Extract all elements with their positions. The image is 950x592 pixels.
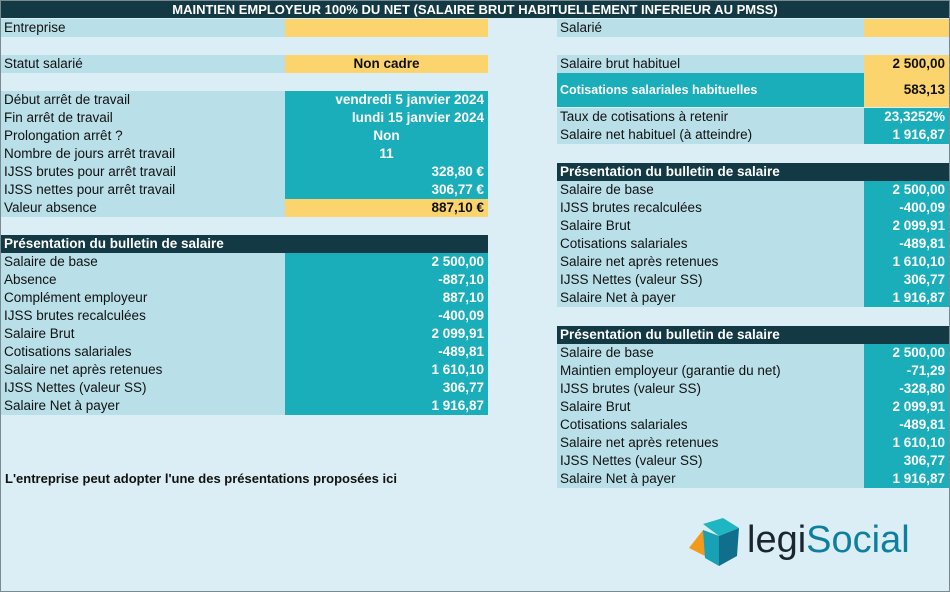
logo-text-legi: legi [747, 519, 807, 561]
brut-habituel-row [557, 55, 949, 73]
right-bulletin2-line-value: 2 500,00 [864, 344, 949, 362]
right-bulletin2-line-value: 1 610,10 [864, 434, 949, 452]
left-bulletin-header-row [1, 235, 488, 253]
right-bulletin1-line-label: Salaire Brut [557, 217, 864, 235]
note-text: L'entreprise peut adopter l'une des présentations proposées ici [5, 471, 397, 486]
right-bulletin2-line-value: 1 916,87 [864, 470, 949, 488]
legisocial-logo [689, 516, 919, 570]
arret-detail-label: IJSS nettes pour arrêt travail [1, 181, 285, 199]
salarie-input[interactable] [864, 19, 949, 37]
right-bulletin2-header: Présentation du bulletin de salaire [557, 326, 949, 344]
arret-detail-row [1, 145, 488, 163]
right-bulletin1-line-label: IJSS brutes recalculées [557, 199, 864, 217]
left-bulletin-line-label: Absence [1, 271, 285, 289]
right-bulletin1-line-value: 1 916,87 [864, 289, 949, 307]
statut-row [1, 55, 488, 73]
left-bulletin-line-row [1, 325, 488, 343]
right-bulletin1-line-label: Salaire de base [557, 181, 864, 199]
right-bulletin2-line-row [557, 434, 949, 452]
brut-habituel-value[interactable]: 2 500,00 [864, 55, 949, 73]
cotis-habituelles-row [557, 73, 949, 107]
right-bulletin2-line-label: IJSS brutes (valeur SS) [557, 380, 864, 398]
right-bulletin2-line-label: Maintien employeur (garantie du net) [557, 362, 864, 380]
right-bulletin2-line-row [557, 344, 949, 362]
cotis-habituelles-value[interactable]: 583,13 [864, 73, 949, 107]
left-bulletin-line-value: 887,10 [285, 289, 488, 307]
logo-wordmark [747, 518, 910, 562]
left-bulletin-line-label: IJSS brutes recalculées [1, 307, 285, 325]
arret-detail-value: lundi 15 janvier 2024 [285, 109, 488, 127]
left-bulletin-line-label: Salaire de base [1, 253, 285, 271]
left-bulletin-line-value: -887,10 [285, 271, 488, 289]
arret-detail-label: IJSS brutes pour arrêt travail [1, 163, 285, 181]
left-bulletin-line-row [1, 289, 488, 307]
left-bulletin-line-value: 2 500,00 [285, 253, 488, 271]
left-bulletin-line-row [1, 271, 488, 289]
brut-habituel-label: Salaire brut habituel [557, 55, 864, 73]
right-bulletin2-line-label: Salaire de base [557, 344, 864, 362]
arret-detail-row [1, 127, 488, 145]
statut-label: Statut salarié [1, 55, 285, 73]
right-bulletin1-line-label: Salaire Net à payer [557, 289, 864, 307]
right-bulletin1-line-label: IJSS Nettes (valeur SS) [557, 271, 864, 289]
right-bulletin1-line-row [557, 217, 949, 235]
absence-row [1, 199, 488, 217]
left-bulletin-line-row [1, 397, 488, 415]
salarie-row [557, 19, 949, 37]
left-bulletin-line-value: -489,81 [285, 343, 488, 361]
right-bulletin2-line-row [557, 452, 949, 470]
left-bulletin-line-row [1, 361, 488, 379]
left-bulletin-line-value: 1 610,10 [285, 361, 488, 379]
right-bulletin2-line-label: Salaire Brut [557, 398, 864, 416]
taux-row [557, 108, 949, 126]
arret-detail-label: Début arrêt de travail [1, 91, 285, 109]
right-bulletin1-line-value: -400,09 [864, 199, 949, 217]
arret-detail-label: Nombre de jours arrêt travail [1, 145, 285, 163]
right-bulletin2-line-label: Cotisations salariales [557, 416, 864, 434]
left-bulletin-line-label: IJSS Nettes (valeur SS) [1, 379, 285, 397]
left-bulletin-line-row [1, 379, 488, 397]
right-bulletin1-line-value: 2 099,91 [864, 217, 949, 235]
right-bulletin2-line-row [557, 398, 949, 416]
right-bulletin2-line-value: -71,29 [864, 362, 949, 380]
right-bulletin1-line-value: 2 500,00 [864, 181, 949, 199]
arret-detail-value: 11 [285, 145, 488, 163]
arret-detail-row [1, 181, 488, 199]
absence-value: 887,10 € [285, 199, 488, 217]
left-bulletin-line-row [1, 307, 488, 325]
entreprise-input[interactable] [285, 19, 488, 37]
right-bulletin1-line-row [557, 289, 949, 307]
arret-detail-value: vendredi 5 janvier 2024 [285, 91, 488, 109]
arret-detail-value: Non [285, 127, 488, 145]
left-bulletin-line-label: Salaire net après retenues [1, 361, 285, 379]
left-bulletin-line-label: Cotisations salariales [1, 343, 285, 361]
right-bulletin1-header-row [557, 163, 949, 181]
left-bulletin-line-value: -400,09 [285, 307, 488, 325]
net-habituel-label: Salaire net habituel (à atteindre) [557, 126, 864, 144]
right-bulletin2-line-value: 2 099,91 [864, 398, 949, 416]
right-bulletin1-line-value: 1 610,10 [864, 253, 949, 271]
left-bulletin-line-value: 2 099,91 [285, 325, 488, 343]
net-habituel-row [557, 126, 949, 144]
logo-text-social: Social [806, 519, 910, 561]
arret-detail-label: Prolongation arrêt ? [1, 127, 285, 145]
salarie-label: Salarié [557, 19, 864, 37]
right-bulletin1-line-row [557, 181, 949, 199]
right-bulletin2-line-label: Salaire net après retenues [557, 434, 864, 452]
right-bulletin1-line-row [557, 253, 949, 271]
right-bulletin1-line-row [557, 199, 949, 217]
right-bulletin1-line-row [557, 271, 949, 289]
right-bulletin2-line-row [557, 362, 949, 380]
right-bulletin2-header-row [557, 326, 949, 344]
right-bulletin2-line-value: 306,77 [864, 452, 949, 470]
right-bulletin2-line-row [557, 416, 949, 434]
arret-detail-label: Fin arrêt de travail [1, 109, 285, 127]
right-bulletin2-line-row [557, 380, 949, 398]
right-bulletin2-line-value: -328,80 [864, 380, 949, 398]
right-bulletin1-line-value: 306,77 [864, 271, 949, 289]
arret-detail-row [1, 163, 488, 181]
left-bulletin-line-row [1, 253, 488, 271]
arret-detail-value: 328,80 € [285, 163, 488, 181]
right-bulletin2-line-row [557, 470, 949, 488]
left-bulletin-line-label: Salaire Brut [1, 325, 285, 343]
left-bulletin-line-row [1, 343, 488, 361]
right-bulletin2-line-label: IJSS Nettes (valeur SS) [557, 452, 864, 470]
page-title: MAINTIEN EMPLOYEUR 100% DU NET (SALAIRE BRUT HABITUELLEMENT INFERIEUR AU PMSS) [1, 1, 949, 18]
left-bulletin-line-value: 306,77 [285, 379, 488, 397]
entreprise-row [1, 19, 488, 37]
left-bulletin-line-value: 1 916,87 [285, 397, 488, 415]
right-bulletin1-line-value: -489,81 [864, 235, 949, 253]
right-bulletin1-line-label: Salaire net après retenues [557, 253, 864, 271]
cotis-habituelles-label: Cotisations salariales habituelles [557, 73, 864, 107]
taux-value: 23,3252% [864, 108, 949, 126]
left-bulletin-line-label: Salaire Net à payer [1, 397, 285, 415]
statut-value[interactable]: Non cadre [285, 55, 488, 73]
legisocial-cube-icon [689, 516, 745, 570]
right-bulletin2-line-value: -489,81 [864, 416, 949, 434]
taux-label: Taux de cotisations à retenir [557, 108, 864, 126]
right-bulletin1-line-label: Cotisations salariales [557, 235, 864, 253]
right-bulletin1-line-row [557, 235, 949, 253]
left-bulletin-line-label: Complément employeur [1, 289, 285, 307]
right-bulletin1-header: Présentation du bulletin de salaire [557, 163, 949, 181]
net-habituel-value: 1 916,87 [864, 126, 949, 144]
right-bulletin2-line-label: Salaire Net à payer [557, 470, 864, 488]
entreprise-label: Entreprise [1, 19, 285, 37]
left-bulletin-header: Présentation du bulletin de salaire [1, 235, 488, 253]
arret-detail-value: 306,77 € [285, 181, 488, 199]
arret-detail-row [1, 109, 488, 127]
absence-label: Valeur absence [1, 199, 285, 217]
arret-detail-row [1, 91, 488, 109]
